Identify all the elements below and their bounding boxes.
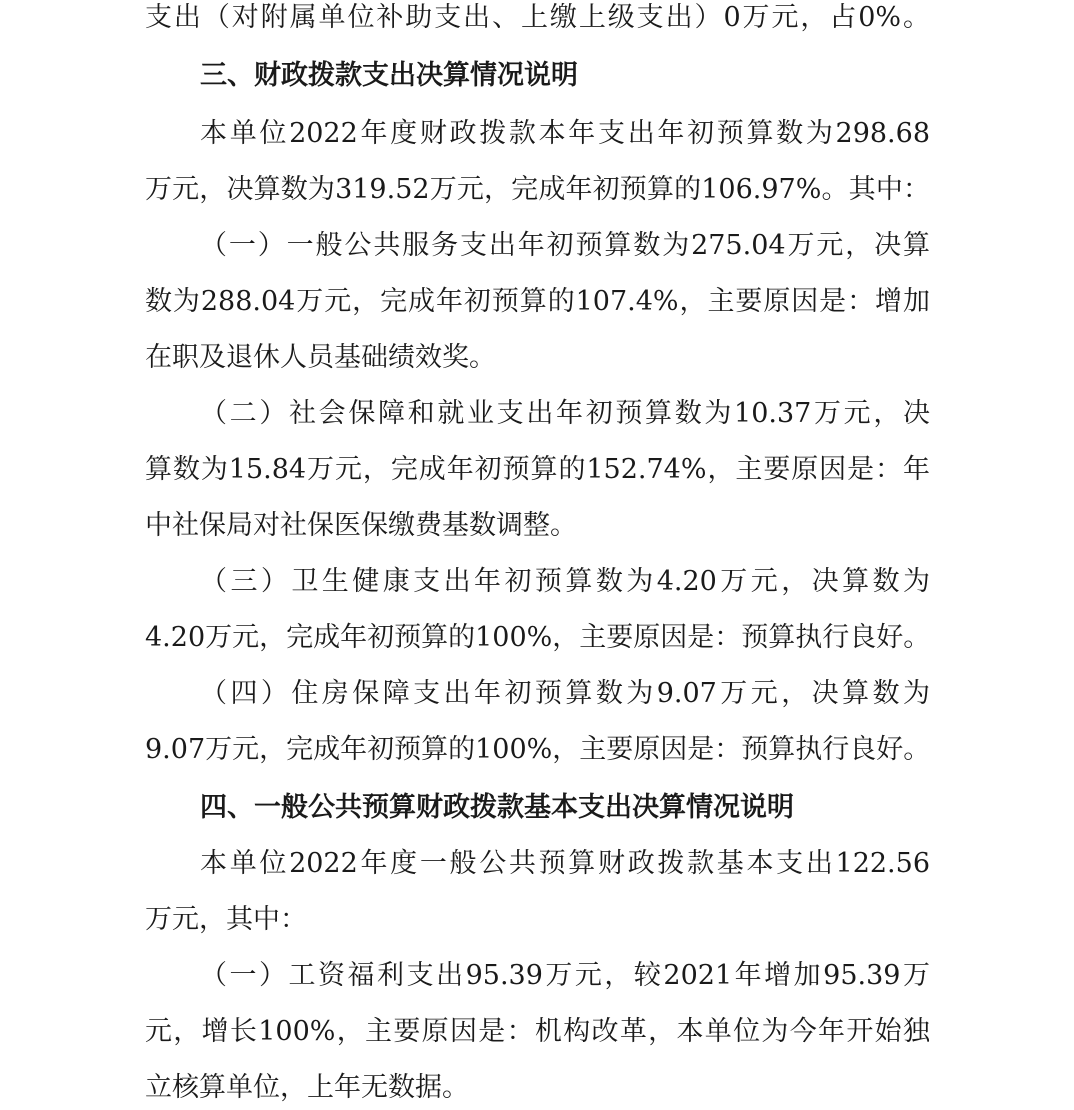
- body-text-line: 本单位2022年度财政拨款本年支出年初预算数为298.68: [200, 118, 930, 149]
- section-heading-3: 三、财政拨款支出决算情况说明: [200, 60, 578, 91]
- body-text-line: 4.20万元，完成年初预算的100%，主要原因是：预算执行良好。: [145, 622, 931, 653]
- body-text-line: （二）社会保障和就业支出年初预算数为10.37万元，决: [200, 398, 930, 429]
- section-heading-4: 四、一般公共预算财政拨款基本支出决算情况说明: [200, 792, 794, 823]
- body-text-line: 9.07万元，完成年初预算的100%，主要原因是：预算执行良好。: [145, 734, 931, 765]
- body-text-line: 本单位2022年度一般公共预算财政拨款基本支出122.56: [200, 848, 930, 879]
- body-text-line: 数为288.04万元，完成年初预算的107.4%，主要原因是：增加: [145, 286, 930, 317]
- body-text-line: 算数为15.84万元，完成年初预算的152.74%，主要原因是：年: [145, 454, 930, 485]
- body-text-line: 万元，决算数为319.52万元，完成年初预算的106.97%。其中：: [145, 174, 930, 205]
- body-text-line: 万元，其中：: [145, 904, 307, 935]
- body-text-line: 中社保局对社保医保缴费基数调整。: [145, 510, 577, 541]
- body-text-line: 立核算单位，上年无数据。: [145, 1072, 469, 1103]
- body-text-line: 支出（对附属单位补助支出、上缴上级支出）0万元，占0%。: [145, 2, 930, 33]
- body-text-line: 元，增长100%，主要原因是：机构改革，本单位为今年开始独: [145, 1016, 930, 1047]
- body-text-line: （四）住房保障支出年初预算数为9.07万元，决算数为: [200, 678, 930, 709]
- body-text-line: 在职及退休人员基础绩效奖。: [145, 342, 496, 373]
- body-text-line: （三）卫生健康支出年初预算数为4.20万元，决算数为: [200, 566, 930, 597]
- body-text-line: （一）一般公共服务支出年初预算数为275.04万元，决算: [200, 230, 930, 261]
- body-text-line: （一）工资福利支出95.39万元，较2021年增加95.39万: [200, 960, 930, 991]
